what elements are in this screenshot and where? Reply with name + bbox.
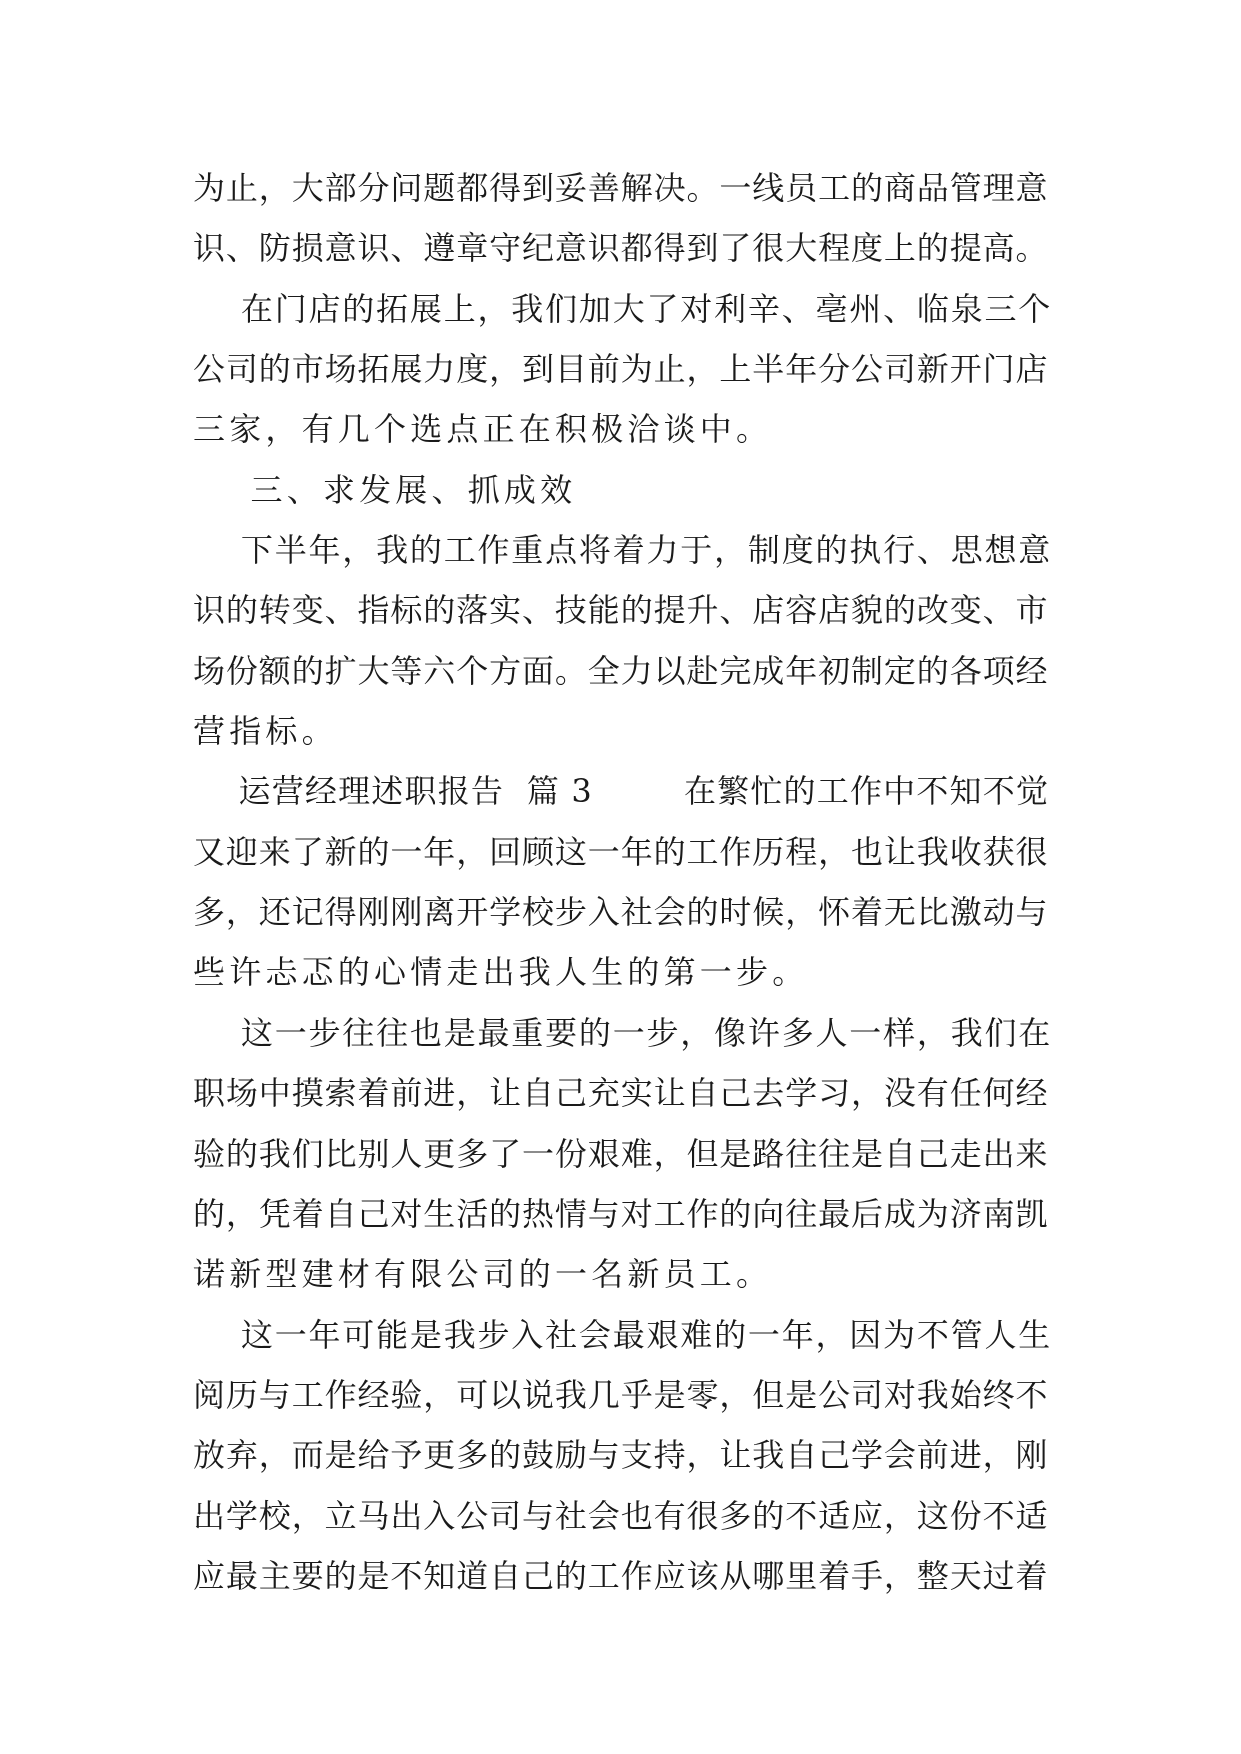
text-line: 职场中摸索着前进，让自己充实让自己去学习，没有任何经 [193,1074,1049,1113]
text-line: 多，还记得刚刚离开学校步入社会的时候，怀着无比激动与 [193,893,1049,932]
text-line: 公司的市场拓展力度，到目前为止，上半年分公司新开门店 [193,350,1049,389]
text-line: 诺新型建材有限公司的一名新员工。 [193,1255,773,1294]
text-line: 三家，有几个选点正在积极洽谈中。 [193,410,773,449]
text-line: 这一年可能是我步入社会最艰难的一年，因为不管人生 [193,1315,1053,1354]
text-line: 下半年，我的工作重点将着力于，制度的执行、思想意 [193,531,1053,570]
text-line: 场份额的扩大等六个方面。全力以赴完成年初制定的各项经 [193,651,1049,690]
text-line: 识的转变、指标的落实、技能的提升、店容店貌的改变、市 [193,591,1049,630]
article-title-line: 运营经理述职报告 篇 3 在繁忙的工作中不知不觉 [193,772,1050,811]
body-text [193,158,1053,1606]
text-line: 的，凭着自己对生活的热情与对工作的向往最后成为济南凯 [193,1194,1049,1233]
text-line: 识、防损意识、遵章守纪意识都得到了很大程度上的提高。 [193,229,1049,268]
text-line: 又迎来了新的一年，回顾这一年的工作历程，也让我收获很 [193,832,1049,871]
text-line: 些许忐忑的心情走出我人生的第一步。 [193,953,809,992]
text-line: 这一步往往也是最重要的一步，像许多人一样，我们在 [193,1013,1053,1052]
text-line: 验的我们比别人更多了一份艰难，但是路往往是自己走出来 [193,1134,1049,1173]
text-line: 阅历与工作经验，可以说我几乎是零，但是公司对我始终不 [193,1375,1049,1414]
text-line: 放弃，而是给予更多的鼓励与支持，让我自己学会前进，刚 [193,1436,1049,1475]
text-line: 为止，大部分问题都得到妥善解决。一线员工的商品管理意 [193,169,1049,207]
text-line: 营指标。 [193,712,338,751]
text-line: 出学校，立马出入公司与社会也有很多的不适应，这份不适 [193,1496,1049,1535]
text-line: 应最主要的是不知道自己的工作应该从哪里着手，整天过着 [193,1556,1049,1595]
section-heading: 三、求发展、抓成效 [193,470,577,509]
text-line: 在门店的拓展上，我们加大了对利辛、亳州、临泉三个 [193,289,1053,328]
